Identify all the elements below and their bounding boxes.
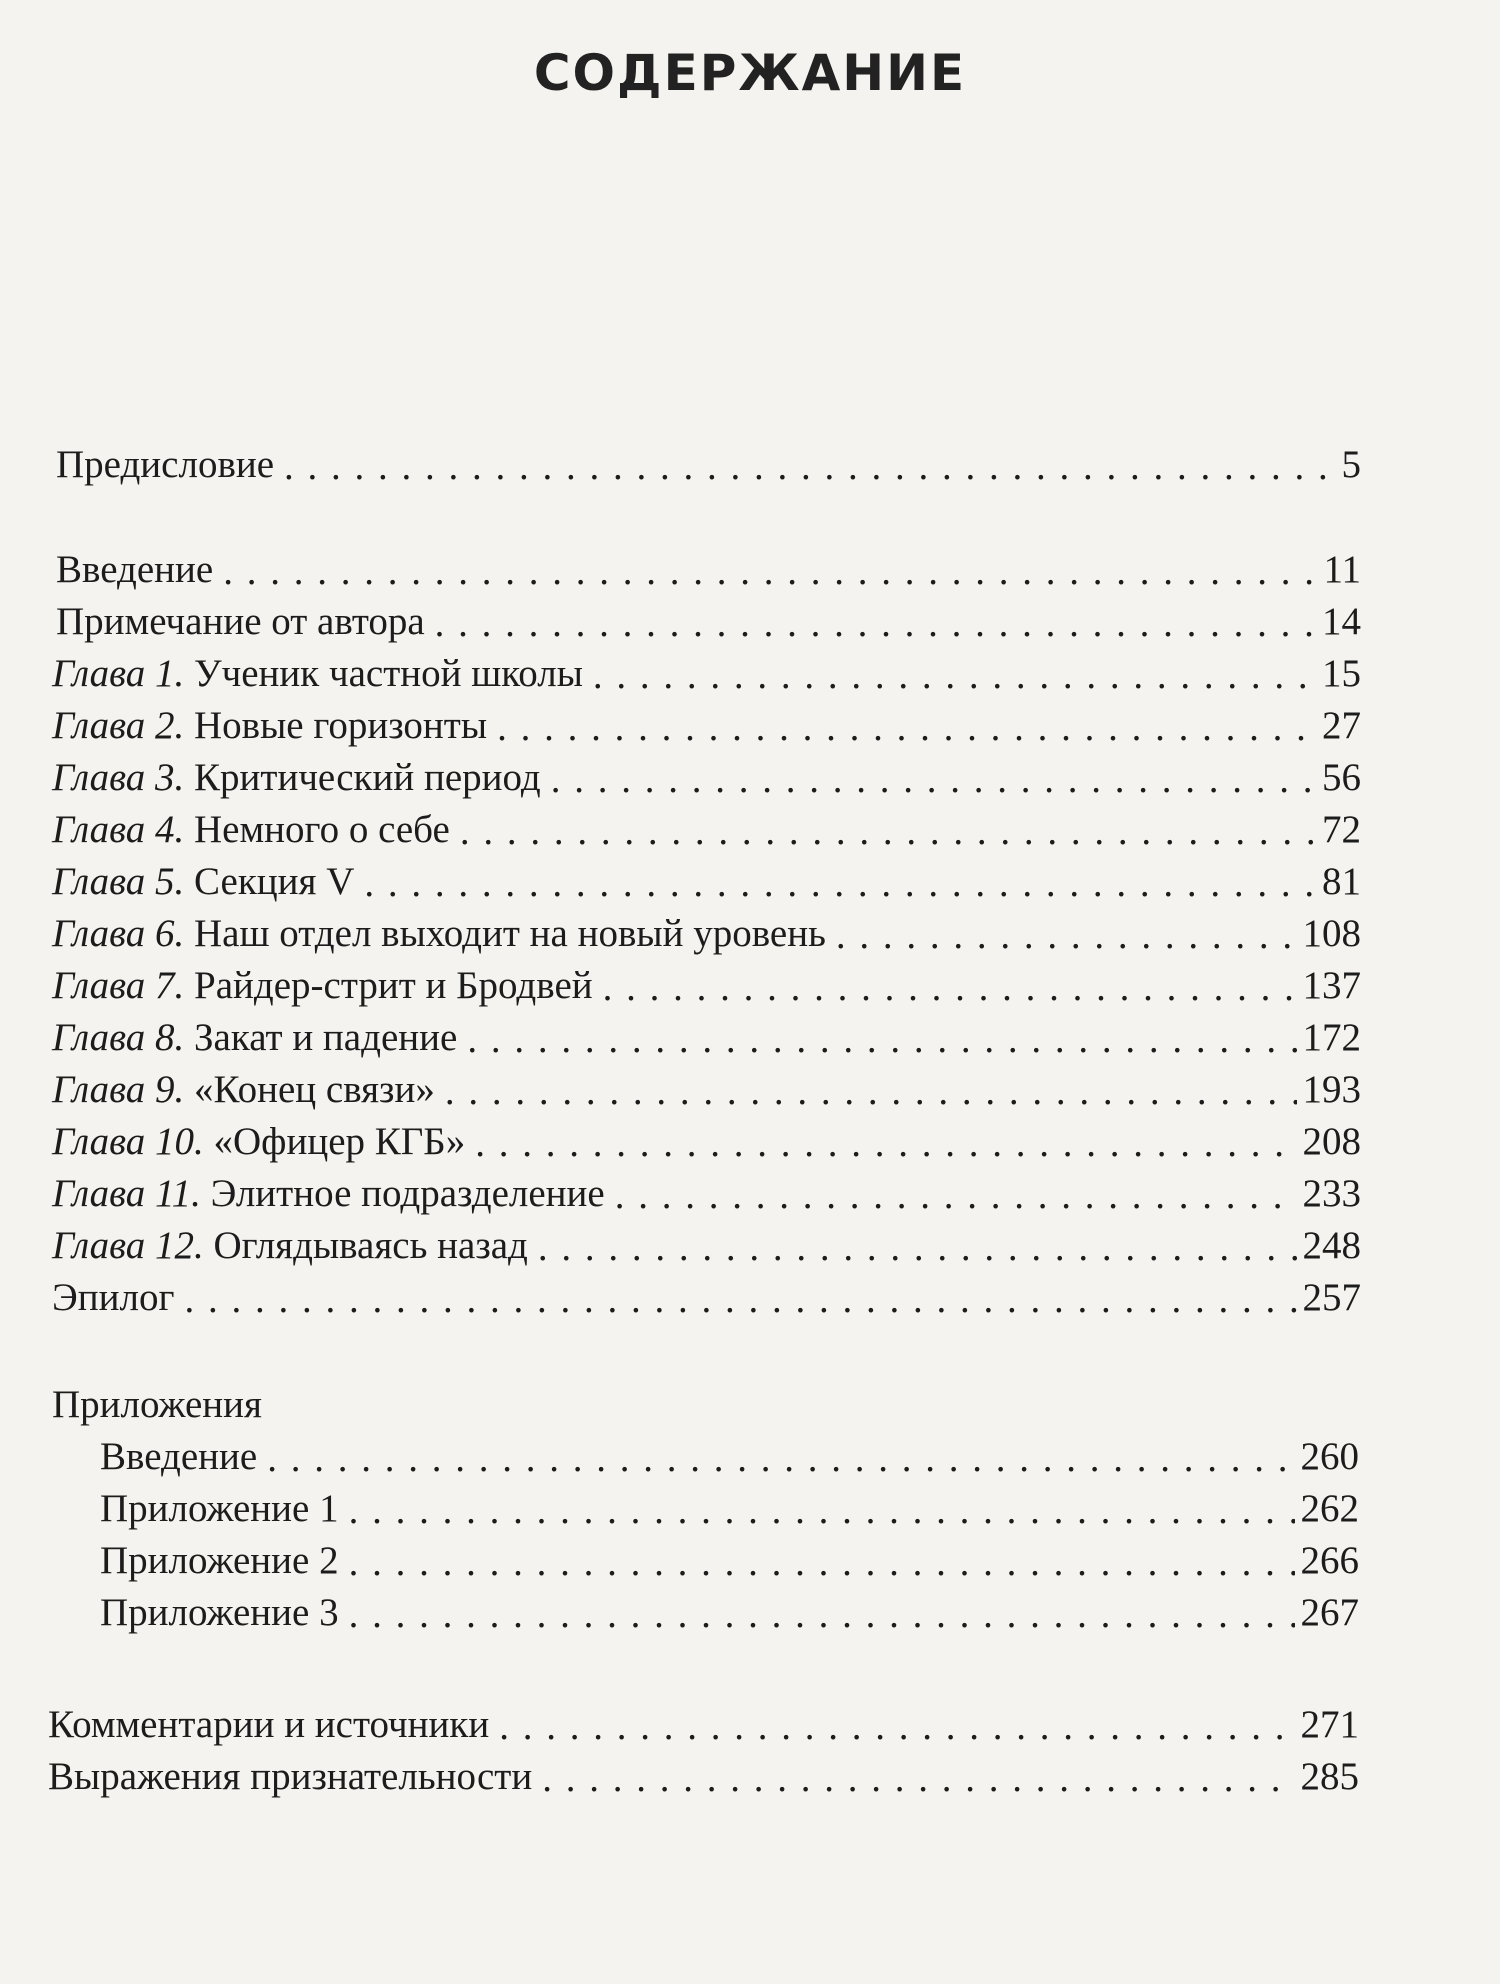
toc-page-number: 137 (1302, 964, 1361, 1007)
chapter-prefix: Глава 2. (52, 704, 185, 747)
toc-page-number: 14 (1322, 600, 1361, 643)
toc-entry-label: Эпилог (52, 1276, 175, 1319)
toc-page-number: 248 (1302, 1224, 1361, 1267)
dot-leader (551, 755, 1316, 805)
toc-entry-appendix-intro[interactable] (100, 1432, 1359, 1482)
chapter-title: Новые горизонты (194, 704, 488, 747)
toc-entry-label: Комментарии и источники (48, 1703, 490, 1746)
toc-entry-label (52, 1013, 457, 1063)
toc-entry-label: Введение (56, 548, 214, 591)
dot-leader (615, 1171, 1297, 1221)
chapter-prefix: Глава 11. (52, 1172, 201, 1215)
dot-leader (364, 859, 1316, 909)
dot-leader (445, 1067, 1297, 1117)
dot-leader (223, 547, 1317, 597)
dot-leader (603, 963, 1297, 1013)
toc-page-number: 271 (1300, 1703, 1359, 1746)
toc-entry-author-note[interactable] (56, 597, 1361, 647)
toc-entry-commentary[interactable] (48, 1700, 1359, 1750)
toc-entry-label: Введение (100, 1435, 258, 1478)
toc-entry-preface[interactable] (56, 440, 1361, 490)
dot-leader (538, 1223, 1297, 1273)
toc-entry-chapter-7[interactable] (52, 961, 1361, 1011)
dot-leader (184, 1275, 1296, 1325)
toc-entry-chapter-8[interactable] (52, 1013, 1361, 1063)
toc-page-number: 15 (1322, 652, 1361, 695)
toc-entry-chapter-6[interactable] (52, 909, 1361, 959)
dot-leader (460, 807, 1316, 857)
toc-page-number: 27 (1322, 704, 1361, 747)
toc-entry-label: Предисловие (56, 443, 275, 486)
toc-page-number: 257 (1302, 1276, 1361, 1319)
toc-entry-appendix-3[interactable] (100, 1588, 1359, 1638)
toc-entry-label: Примечание от автора (56, 600, 425, 643)
chapter-title: Райдер-стрит и Бродвей (194, 964, 593, 1007)
toc-entry-label (52, 857, 354, 907)
chapter-title: «Офицер КГБ» (213, 1120, 466, 1163)
toc-page-number: 193 (1302, 1068, 1361, 1111)
appendices-heading: Приложения (52, 1383, 262, 1426)
toc-page-number: 108 (1302, 912, 1361, 955)
toc-entry-label (52, 805, 450, 855)
dot-leader (836, 911, 1297, 961)
dot-leader (284, 442, 1335, 492)
dot-leader (349, 1486, 1295, 1536)
toc-page-number: 56 (1322, 756, 1361, 799)
toc-entry-label (52, 1169, 605, 1219)
page-title: СОДЕРЖАНИЕ (533, 44, 967, 102)
dot-leader (435, 599, 1316, 649)
toc-page-number: 5 (1341, 443, 1361, 486)
toc-entry-appendix-2[interactable] (100, 1536, 1359, 1586)
toc-entry-label (52, 1117, 465, 1167)
toc-page-number: 81 (1322, 860, 1361, 903)
chapter-title: Критический период (194, 756, 541, 799)
toc-page-number: 285 (1300, 1755, 1359, 1798)
toc-entry-label (52, 909, 826, 959)
chapter-prefix: Глава 1. (52, 652, 185, 695)
dot-leader (475, 1119, 1296, 1169)
dot-leader (349, 1538, 1295, 1588)
toc-entry-chapter-1[interactable] (52, 649, 1361, 699)
toc-entry-appendix-1[interactable] (100, 1484, 1359, 1534)
toc-entry-acknowledgements[interactable] (48, 1752, 1359, 1802)
dot-leader (593, 651, 1316, 701)
dot-leader (497, 703, 1316, 753)
toc-page-number: 208 (1302, 1120, 1361, 1163)
chapter-title: Закат и падение (194, 1016, 458, 1059)
toc-entry-chapter-4[interactable] (52, 805, 1361, 855)
dot-leader (349, 1590, 1295, 1640)
toc-entry-chapter-11[interactable] (52, 1169, 1361, 1219)
chapter-title: Немного о себе (194, 808, 450, 851)
toc-entry-chapter-3[interactable] (52, 753, 1361, 803)
toc-entry-label (52, 1065, 435, 1115)
chapter-prefix: Глава 6. (52, 912, 185, 955)
dot-leader (267, 1434, 1294, 1484)
chapter-prefix: Глава 3. (52, 756, 185, 799)
toc-page-number: 233 (1302, 1172, 1361, 1215)
toc-entry-chapter-9[interactable] (52, 1065, 1361, 1115)
chapter-title: Оглядываясь назад (213, 1224, 528, 1267)
toc-entry-label: Выражения признательности (48, 1755, 533, 1798)
chapter-prefix: Глава 5. (52, 860, 185, 903)
chapter-prefix: Глава 8. (52, 1016, 185, 1059)
toc-entry-label: Приложение 3 (100, 1591, 339, 1634)
toc-entry-chapter-5[interactable] (52, 857, 1361, 907)
toc-page-number: 11 (1323, 548, 1361, 591)
dot-leader (499, 1702, 1294, 1752)
toc-page-number: 262 (1300, 1487, 1359, 1530)
toc-entry-label: Приложение 1 (100, 1487, 339, 1530)
chapter-prefix: Глава 7. (52, 964, 185, 1007)
toc-entry-chapter-10[interactable] (52, 1117, 1361, 1167)
toc-entry-label (52, 701, 487, 751)
toc-entry-label (52, 753, 541, 803)
toc-entry-label (52, 961, 593, 1011)
chapter-prefix: Глава 10. (52, 1120, 204, 1163)
dot-leader (542, 1754, 1294, 1804)
toc-page-number: 72 (1322, 808, 1361, 851)
chapter-title: Ученик частной школы (194, 652, 583, 695)
toc-page-number: 260 (1300, 1435, 1359, 1478)
toc-entry-chapter-2[interactable] (52, 701, 1361, 751)
toc-entry-label (52, 649, 583, 699)
toc-entry-label: Приложение 2 (100, 1539, 339, 1582)
toc-page-number: 266 (1300, 1539, 1359, 1582)
chapter-prefix: Глава 4. (52, 808, 185, 851)
toc-entry-epilogue[interactable] (52, 1273, 1361, 1323)
toc-entry-introduction[interactable] (56, 545, 1361, 595)
chapter-prefix: Глава 12. (52, 1224, 204, 1267)
chapter-title: Элитное подразделение (210, 1172, 605, 1215)
chapter-title: Наш отдел выходит на новый уровень (194, 912, 826, 955)
toc-page-number: 267 (1300, 1591, 1359, 1634)
toc-entry-label (52, 1221, 528, 1271)
chapter-title: «Конец связи» (194, 1068, 435, 1111)
chapter-prefix: Глава 9. (52, 1068, 185, 1111)
dot-leader (467, 1015, 1296, 1065)
toc-page-number: 172 (1302, 1016, 1361, 1059)
toc-entry-chapter-12[interactable] (52, 1221, 1361, 1271)
chapter-title: Секция V (194, 860, 355, 903)
